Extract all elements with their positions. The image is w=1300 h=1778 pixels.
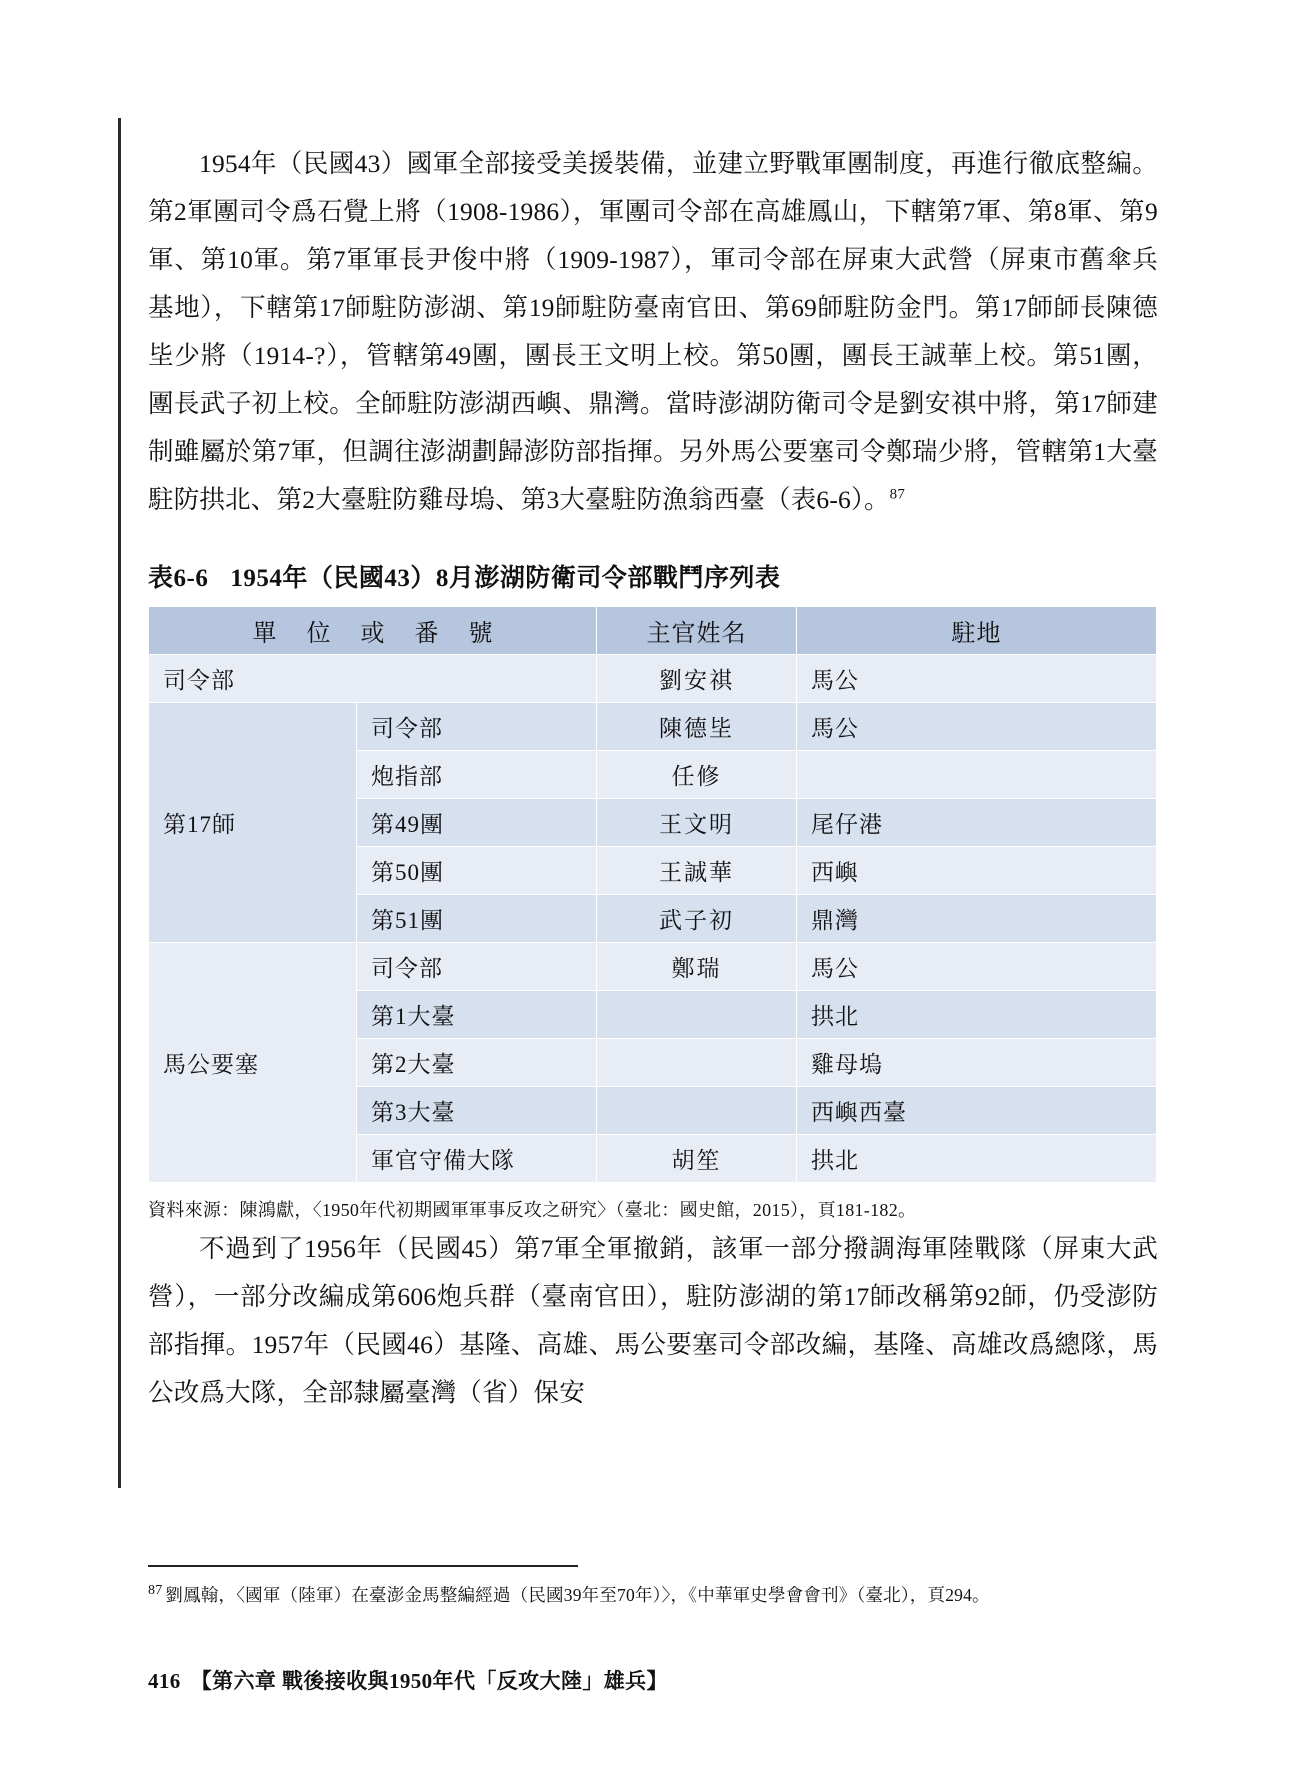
paragraph-1-text: 1954年（民國43）國軍全部接受美援裝備，並建立野戰軍團制度，再進行徹底整編。第2軍團司令爲石覺上將（1908-1986），軍團司令部在高雄鳳山，下轄第7軍、第8軍、第9軍、第10軍。第7軍軍長尹俊中將（1909-1987），軍司令部在屏東大武營（屏東市舊傘兵基地），下轄第17師駐防澎湖、第19師駐防臺南官田、第69師駐防金門。第17師師長陳德坒少將（1914-?），管轄第49團，團長王文明上校。第50團，團長王誠華上校。第51團，團長武子初上校。全師駐防澎湖西嶼、鼎灣。當時澎湖防衛司令是劉安祺中將，第17師建制雖屬於第7軍，但調往澎湖劃歸澎防部指揮。另外馬公要塞司令鄭瑞少將，管轄第1大臺駐防拱北、第2大臺駐防雞母塢、第3大臺駐防漁翁西臺（表6-6）。	[148, 149, 1158, 514]
cell-station: 拱北	[797, 991, 1157, 1039]
cell-subunit: 司令部	[357, 703, 597, 751]
footnote-text: 劉鳳翰，〈國軍（陸軍）在臺澎金馬整編經過（民國39年至70年）〉，《中華軍史學會會刊》（臺北），頁294。	[165, 1585, 990, 1605]
chapter-title: 【第六章 戰後接收與1950年代「反攻大陸」雄兵】	[190, 1669, 668, 1693]
table-source-note: 資料來源：陳鴻獻，〈1950年代初期國軍軍事反攻之研究〉（臺北：國史館，2015），頁181-182。	[148, 1200, 917, 1220]
cell-station: 雞母塢	[797, 1039, 1157, 1087]
body-paragraph-1	[148, 140, 1158, 524]
cell-station: 尾仔港	[797, 799, 1157, 847]
footnote-number: 87	[148, 1583, 163, 1599]
page-content	[148, 140, 1158, 1423]
cell-officer: 鄭瑞	[597, 943, 797, 991]
cell-subunit: 第1大臺	[357, 991, 597, 1039]
cell-unit: 司令部	[149, 655, 597, 703]
cell-officer: 劉安祺	[597, 655, 797, 703]
cell-subunit: 第49團	[357, 799, 597, 847]
cell-subunit: 第51團	[357, 895, 597, 943]
cell-officer: 胡笙	[597, 1135, 797, 1183]
cell-officer: 任修	[597, 751, 797, 799]
cell-subunit: 軍官守備大隊	[357, 1135, 597, 1183]
cell-subunit: 第2大臺	[357, 1039, 597, 1087]
table-row	[149, 943, 1157, 991]
cell-station: 鼎灣	[797, 895, 1157, 943]
cell-unit: 馬公要塞	[149, 943, 357, 1183]
battle-order-table	[148, 606, 1157, 1183]
left-margin-rule	[118, 118, 121, 1488]
header-officer: 主官姓名	[597, 607, 797, 655]
table-header-row	[149, 607, 1157, 655]
footnote-separator	[148, 1565, 578, 1567]
cell-station: 西嶼	[797, 847, 1157, 895]
header-unit: 單 位 或 番 號	[149, 607, 597, 655]
cell-station: 拱北	[797, 1135, 1157, 1183]
cell-station	[797, 751, 1157, 799]
cell-station: 西嶼西臺	[797, 1087, 1157, 1135]
cell-officer: 王文明	[597, 799, 797, 847]
cell-subunit: 第50團	[357, 847, 597, 895]
cell-officer: 王誠華	[597, 847, 797, 895]
cell-station: 馬公	[797, 943, 1157, 991]
cell-officer: 武子初	[597, 895, 797, 943]
cell-subunit: 司令部	[357, 943, 597, 991]
cell-officer: 陳德坒	[597, 703, 797, 751]
body-paragraph-2: 不過到了1956年（民國45）第7軍全軍撤銷，該軍一部分撥調海軍陸戰隊（屏東大武營），一部分改編成第606炮兵群（臺南官田），駐防澎湖的第17師改稱第92師，仍受澎防部指揮。1957年（民國46）基隆、高雄、馬公要塞司令部改編，基隆、高雄改爲總隊，馬公改爲大隊，全部隸屬臺灣（省）保安	[148, 1234, 1158, 1407]
cell-officer	[597, 1039, 797, 1087]
table-caption	[148, 558, 1158, 594]
page-footer	[148, 1665, 668, 1695]
cell-subunit: 第3大臺	[357, 1087, 597, 1135]
table-caption-number: 表6-6	[148, 565, 209, 592]
cell-unit: 第17師	[149, 703, 357, 943]
cell-officer	[597, 991, 797, 1039]
cell-officer	[597, 1087, 797, 1135]
page-number: 416	[148, 1669, 181, 1693]
table-row	[149, 655, 1157, 703]
table-caption-title: 1954年（民國43）8月澎湖防衛司令部戰鬥序列表	[230, 565, 781, 592]
footnote-marker-87: 87	[889, 486, 906, 503]
footnote-entry	[148, 1580, 1158, 1610]
cell-station: 馬公	[797, 703, 1157, 751]
cell-station: 馬公	[797, 655, 1157, 703]
header-station: 駐地	[797, 607, 1157, 655]
cell-subunit: 炮指部	[357, 751, 597, 799]
table-row	[149, 703, 1157, 751]
